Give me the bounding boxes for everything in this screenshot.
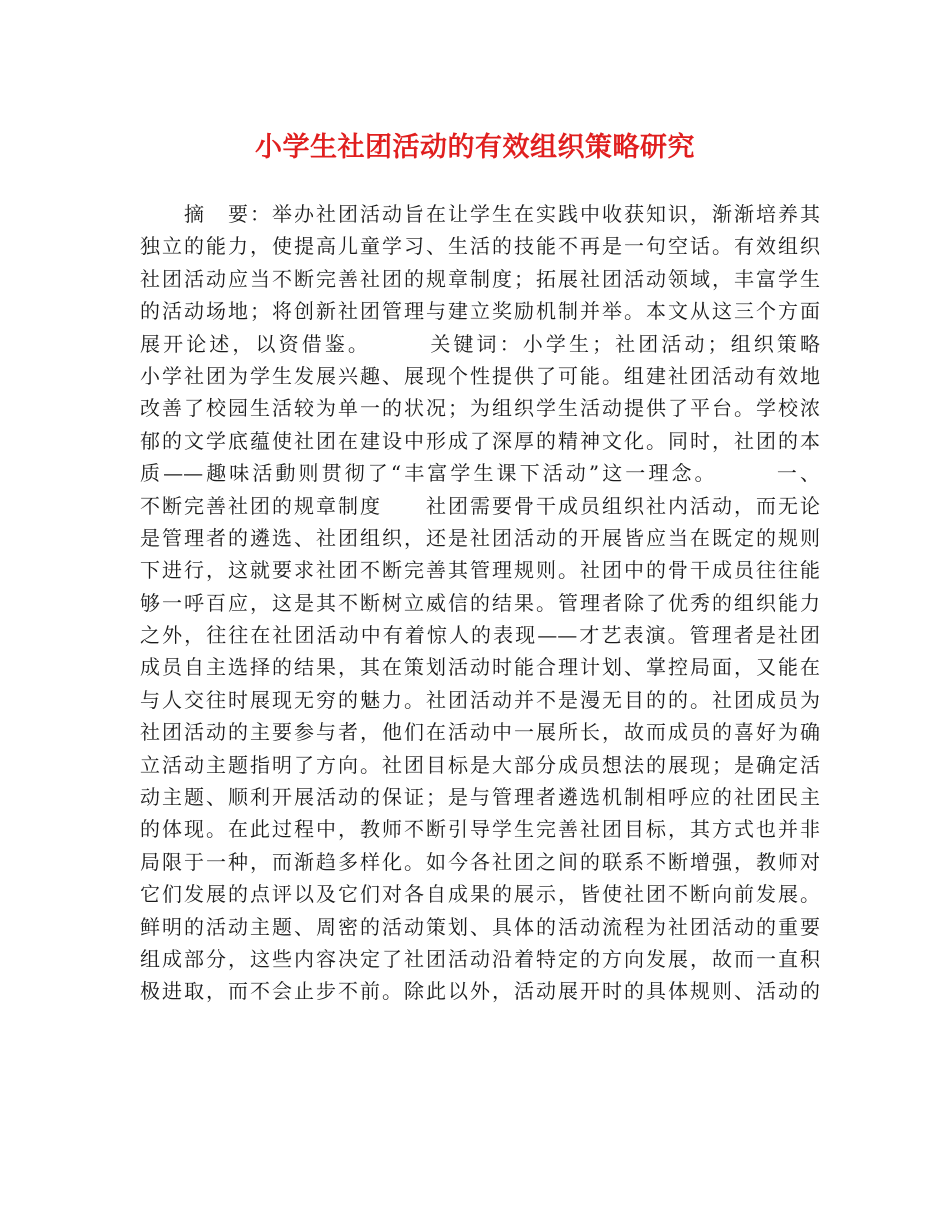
body-line: 鲜明的活动主题、周密的活动策划、具体的活动流程为社团活动的重要: [140, 914, 820, 939]
body-line: 改善了校园生活较为单一的状况；为组织学生活动提供了平台。学校浓: [140, 396, 820, 421]
body-line: 局限于一种，而渐趋多样化。如今各社团之间的联系不断增强，教师对: [140, 849, 820, 874]
body-line: 独立的能力，使提高儿童学习、生活的技能不再是一句空话。有效组织: [140, 234, 820, 259]
body-line: 摘 要：举办社团活动旨在让学生在实践中收获知识，渐渐培养其: [140, 202, 820, 226]
document-title: 小学生社团活动的有效组织策略研究: [255, 132, 695, 163]
body-line: 小学社团为学生发展兴趣、展现个性提供了可能。组建社团活动有效地: [140, 363, 820, 388]
body-line: 质——趣味活動则贯彻了“丰富学生课下活动”这一理念。 一、: [140, 461, 820, 486]
body-line: 成员自主选择的结果，其在策划活动时能合理计划、掌控局面，又能在: [140, 655, 820, 680]
body-line: 展开论述，以资借鉴。 关键词：小学生；社团活动；组织策略: [140, 331, 820, 356]
body-line: 社团活动的主要参与者，他们在活动中一展所长，故而成员的喜好为确: [140, 720, 820, 745]
body-line: 不断完善社团的规章制度 社团需要骨干成员组织社内活动，而无论: [140, 493, 820, 518]
body-line: 与人交往时展现无穷的魅力。社团活动并不是漫无目的的。社团成员为: [140, 687, 820, 712]
body-line: 立活动主题指明了方向。社团目标是大部分成员想法的展现；是确定活: [140, 752, 820, 777]
body-line: 社团活动应当不断完善社团的规章制度；拓展社团活动领域，丰富学生: [140, 266, 820, 291]
body-line: 之外，往往在社团活动中有着惊人的表现——才艺表演。管理者是社团: [140, 623, 820, 648]
body-line: 动主题、顺利开展活动的保证；是与管理者遴选机制相呼应的社团民主: [140, 785, 820, 810]
body-line: 郁的文学底蕴使社团在建设中形成了深厚的精神文化。同时，社团的本: [140, 428, 820, 453]
body-line: 它们发展的点评以及它们对各自成果的展示，皆使社团不断向前发展。: [140, 882, 820, 907]
body-line: 的活动场地；将创新社团管理与建立奖励机制并举。本文从这三个方面: [140, 299, 820, 324]
body-line: 是管理者的遴选、社团组织，还是社团活动的开展皆应当在既定的规则: [140, 525, 820, 550]
body-line: 组成部分，这些内容决定了社团活动沿着特定的方向发展，故而一直积: [140, 946, 820, 971]
body-line: 极进取，而不会止步不前。除此以外，活动展开时的具体规则、活动的: [140, 979, 820, 1004]
document-body: [140, 198, 820, 1008]
body-line: 的体现。在此过程中，教师不断引导学生完善社团目标，其方式也并非: [140, 817, 820, 842]
body-line: 够一呼百应，这是其不断树立威信的结果。管理者除了优秀的组织能力: [140, 590, 820, 615]
body-line: 下进行，这就要求社团不断完善其管理规则。社团中的骨干成员往往能: [140, 558, 820, 583]
